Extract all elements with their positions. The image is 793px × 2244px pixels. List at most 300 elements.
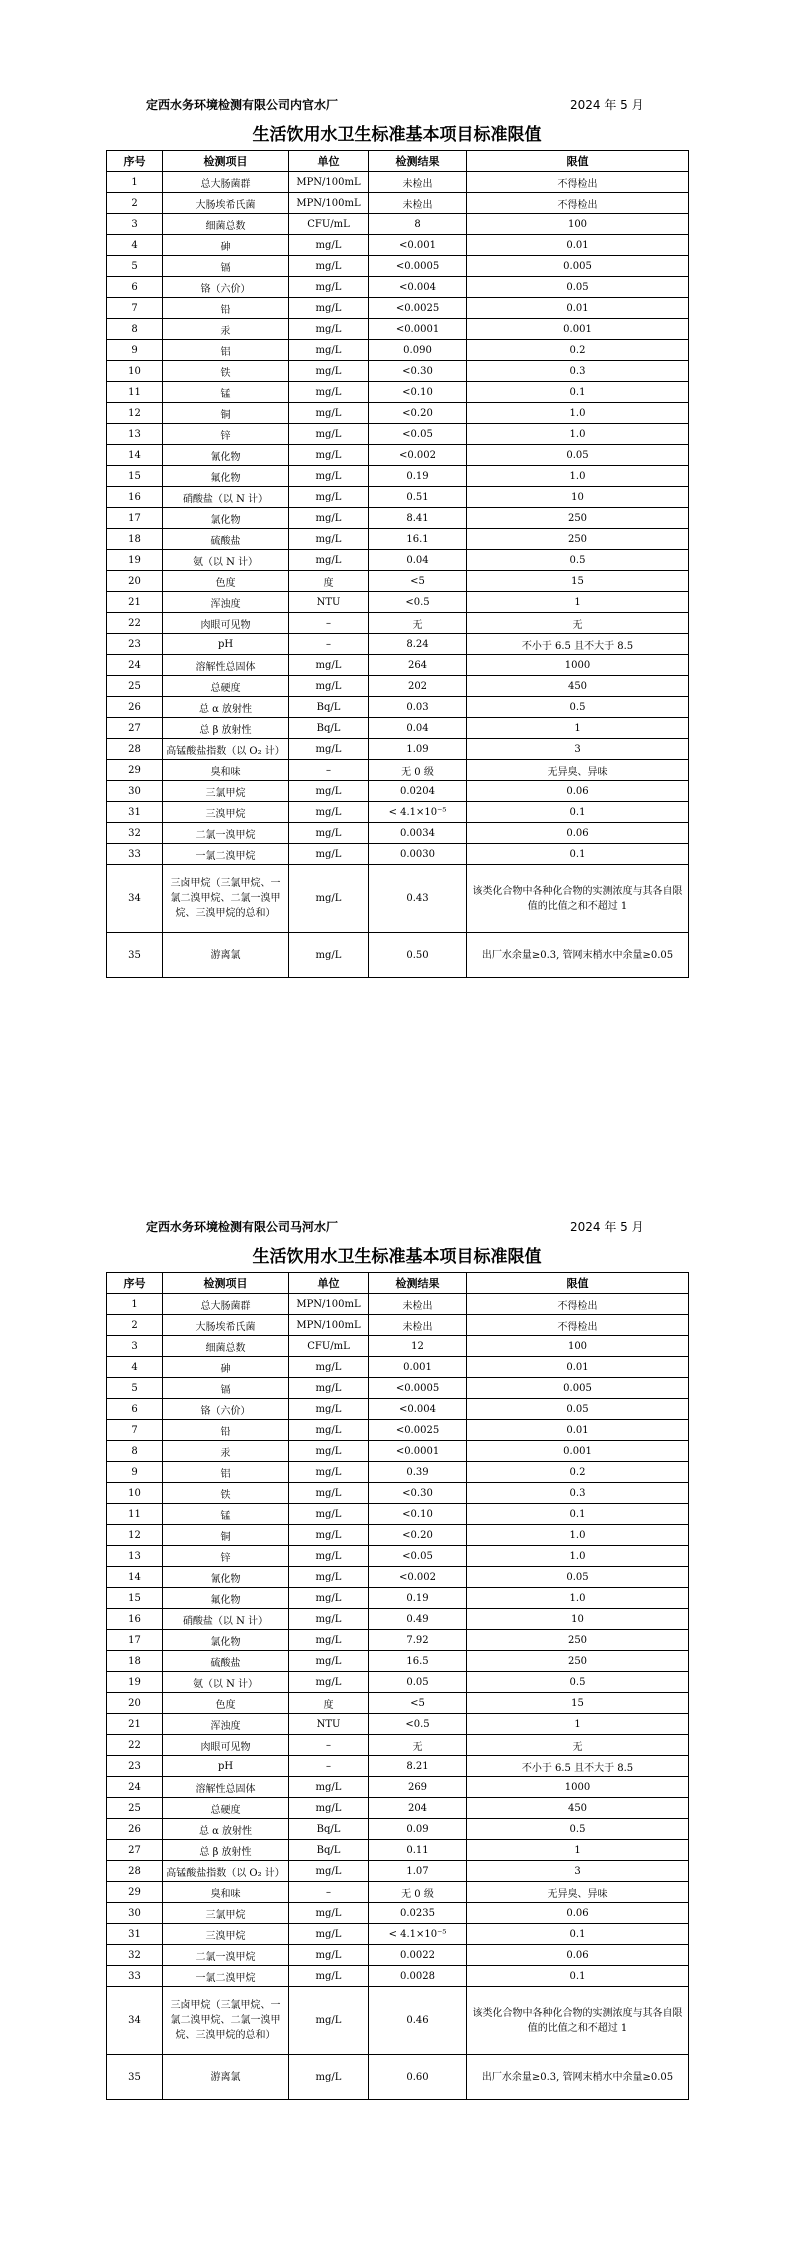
- cell-item: 砷: [163, 235, 289, 256]
- cell-index: 12: [107, 1525, 163, 1546]
- cell-index: 17: [107, 508, 163, 529]
- cell-result: 0.0204: [369, 781, 467, 802]
- cell-unit: mg/L: [289, 739, 369, 760]
- cell-unit: mg/L: [289, 298, 369, 319]
- cell-unit: mg/L: [289, 933, 369, 978]
- cell-limit: 1.0: [467, 403, 689, 424]
- cell-result: 0.43: [369, 865, 467, 933]
- cell-result: <0.10: [369, 382, 467, 403]
- cell-limit: 100: [467, 1336, 689, 1357]
- cell-unit: mg/L: [289, 1924, 369, 1945]
- table-header: [107, 151, 689, 172]
- cell-result: <0.0025: [369, 1420, 467, 1441]
- cell-unit: –: [289, 1735, 369, 1756]
- cell-index: 26: [107, 697, 163, 718]
- cell-item: 二氯一溴甲烷: [163, 823, 289, 844]
- cell-item: 锰: [163, 1504, 289, 1525]
- cell-unit: mg/L: [289, 1504, 369, 1525]
- cell-item: 锰: [163, 382, 289, 403]
- cell-limit: 0.2: [467, 340, 689, 361]
- cell-unit: mg/L: [289, 1588, 369, 1609]
- cell-result: 无: [369, 1735, 467, 1756]
- cell-limit: 3: [467, 739, 689, 760]
- cell-limit: 0.06: [467, 823, 689, 844]
- cell-unit: mg/L: [289, 277, 369, 298]
- cell-index: 35: [107, 933, 163, 978]
- cell-item: 肉眼可见物: [163, 613, 289, 634]
- cell-unit: –: [289, 613, 369, 634]
- cell-limit: 不得检出: [467, 193, 689, 214]
- cell-limit: 0.5: [467, 697, 689, 718]
- cell-result: 7.92: [369, 1630, 467, 1651]
- cell-limit: 0.1: [467, 1504, 689, 1525]
- table-row: [107, 1462, 689, 1483]
- cell-result: 1.09: [369, 739, 467, 760]
- cell-item: 高锰酸盐指数（以 O₂ 计）: [163, 739, 289, 760]
- cell-result: 未检出: [369, 1315, 467, 1336]
- cell-index: 6: [107, 1399, 163, 1420]
- cell-index: 9: [107, 340, 163, 361]
- report-title: 生活饮用水卫生标准基本项目标准限值: [252, 1247, 542, 1267]
- table-row: [107, 361, 689, 382]
- cell-result: <0.0001: [369, 1441, 467, 1462]
- cell-unit: mg/L: [289, 865, 369, 933]
- table-row: [107, 1420, 689, 1441]
- table-row: [107, 1840, 689, 1861]
- cell-result: 0.0034: [369, 823, 467, 844]
- header-unit: 单位: [289, 1273, 369, 1294]
- cell-item: 大肠埃希氏菌: [163, 193, 289, 214]
- cell-limit: 不小于 6.5 且不大于 8.5: [467, 634, 689, 655]
- cell-limit: 1: [467, 1840, 689, 1861]
- table-row: [107, 1693, 689, 1714]
- table-row: [107, 1588, 689, 1609]
- cell-index: 15: [107, 466, 163, 487]
- cell-result: 未检出: [369, 172, 467, 193]
- cell-unit: MPN/100mL: [289, 193, 369, 214]
- cell-unit: mg/L: [289, 1420, 369, 1441]
- cell-item: 臭和味: [163, 760, 289, 781]
- cell-result: 0.51: [369, 487, 467, 508]
- report-date: 2024 年 5 月: [570, 1220, 644, 1234]
- cell-unit: mg/L: [289, 1777, 369, 1798]
- cell-index: 27: [107, 718, 163, 739]
- cell-index: 23: [107, 1756, 163, 1777]
- cell-index: 13: [107, 424, 163, 445]
- cell-result: 0.19: [369, 1588, 467, 1609]
- cell-unit: mg/L: [289, 1378, 369, 1399]
- cell-result: <0.05: [369, 1546, 467, 1567]
- cell-index: 32: [107, 823, 163, 844]
- table-row: [107, 634, 689, 655]
- cell-item: 氯化物: [163, 508, 289, 529]
- cell-unit: mg/L: [289, 1672, 369, 1693]
- table-row: [107, 697, 689, 718]
- cell-index: 4: [107, 1357, 163, 1378]
- cell-limit: 1.0: [467, 424, 689, 445]
- cell-item: 氰化物: [163, 445, 289, 466]
- cell-item: 总 α 放射性: [163, 1819, 289, 1840]
- cell-item: 氨（以 N 计）: [163, 1672, 289, 1693]
- table-row: [107, 1483, 689, 1504]
- cell-limit: 出厂水余量≥0.3, 管网末梢水中余量≥0.05: [467, 2055, 689, 2100]
- cell-limit: 1.0: [467, 1546, 689, 1567]
- cell-result: 0.09: [369, 1819, 467, 1840]
- cell-index: 21: [107, 1714, 163, 1735]
- table-row: [107, 1399, 689, 1420]
- cell-limit: 0.1: [467, 382, 689, 403]
- report-title: 生活饮用水卫生标准基本项目标准限值: [252, 125, 542, 145]
- cell-item: 镉: [163, 256, 289, 277]
- cell-limit: 250: [467, 1630, 689, 1651]
- cell-limit: 该类化合物中各种化合物的实测浓度与其各自限值的比值之和不超过 1: [467, 1987, 689, 2055]
- table-row: [107, 172, 689, 193]
- cell-unit: mg/L: [289, 529, 369, 550]
- cell-unit: mg/L: [289, 403, 369, 424]
- cell-limit: 10: [467, 1609, 689, 1630]
- cell-index: 33: [107, 1966, 163, 1987]
- cell-unit: mg/L: [289, 1462, 369, 1483]
- cell-index: 11: [107, 1504, 163, 1525]
- cell-limit: 无异臭、异味: [467, 760, 689, 781]
- table-row: [107, 1924, 689, 1945]
- cell-index: 22: [107, 613, 163, 634]
- cell-index: 33: [107, 844, 163, 865]
- table-row: [107, 1651, 689, 1672]
- cell-result: <0.05: [369, 424, 467, 445]
- cell-item: 游离氯: [163, 933, 289, 978]
- cell-item: 铝: [163, 1462, 289, 1483]
- cell-item: 一氯二溴甲烷: [163, 1966, 289, 1987]
- cell-index: 31: [107, 802, 163, 823]
- cell-unit: mg/L: [289, 319, 369, 340]
- table-row: [107, 1714, 689, 1735]
- table-row: [107, 1735, 689, 1756]
- table-row: [107, 933, 689, 978]
- table-row: [107, 1945, 689, 1966]
- cell-unit: MPN/100mL: [289, 172, 369, 193]
- cell-unit: mg/L: [289, 1399, 369, 1420]
- cell-index: 25: [107, 676, 163, 697]
- cell-result: 0.001: [369, 1357, 467, 1378]
- cell-index: 27: [107, 1840, 163, 1861]
- cell-item: 锌: [163, 424, 289, 445]
- cell-result: <0.0005: [369, 256, 467, 277]
- cell-unit: mg/L: [289, 1903, 369, 1924]
- cell-item: 总大肠菌群: [163, 172, 289, 193]
- cell-item: 臭和味: [163, 1882, 289, 1903]
- cell-index: 3: [107, 1336, 163, 1357]
- cell-unit: mg/L: [289, 382, 369, 403]
- cell-unit: mg/L: [289, 1546, 369, 1567]
- cell-limit: 0.05: [467, 277, 689, 298]
- cell-item: 铁: [163, 361, 289, 382]
- cell-item: 氰化物: [163, 1567, 289, 1588]
- cell-result: 8.24: [369, 634, 467, 655]
- cell-result: 0.46: [369, 1987, 467, 2055]
- cell-limit: 无异臭、异味: [467, 1882, 689, 1903]
- cell-limit: 1: [467, 718, 689, 739]
- cell-limit: 出厂水余量≥0.3, 管网末梢水中余量≥0.05: [467, 933, 689, 978]
- cell-result: 8: [369, 214, 467, 235]
- cell-unit: mg/L: [289, 550, 369, 571]
- table-row: [107, 1315, 689, 1336]
- cell-item: 铅: [163, 298, 289, 319]
- cell-limit: 0.5: [467, 1819, 689, 1840]
- cell-result: 264: [369, 655, 467, 676]
- cell-item: 三溴甲烷: [163, 1924, 289, 1945]
- cell-index: 18: [107, 529, 163, 550]
- cell-index: 10: [107, 361, 163, 382]
- table-row: [107, 1756, 689, 1777]
- cell-index: 30: [107, 781, 163, 802]
- cell-limit: 0.06: [467, 1903, 689, 1924]
- table-row: [107, 1903, 689, 1924]
- cell-unit: mg/L: [289, 1483, 369, 1504]
- cell-limit: 0.2: [467, 1462, 689, 1483]
- cell-result: <0.20: [369, 403, 467, 424]
- cell-item: 细菌总数: [163, 214, 289, 235]
- cell-item: 硫酸盐: [163, 1651, 289, 1672]
- table-row: [107, 466, 689, 487]
- cell-result: 16.1: [369, 529, 467, 550]
- cell-item: 汞: [163, 1441, 289, 1462]
- table-row: [107, 424, 689, 445]
- cell-index: 7: [107, 1420, 163, 1441]
- cell-item: 铬（六价）: [163, 1399, 289, 1420]
- cell-unit: mg/L: [289, 1798, 369, 1819]
- cell-item: 总 β 放射性: [163, 718, 289, 739]
- cell-result: <5: [369, 571, 467, 592]
- organization-name: 定西水务环境检测有限公司内官水厂: [146, 98, 339, 112]
- cell-limit: 0.5: [467, 550, 689, 571]
- cell-index: 8: [107, 1441, 163, 1462]
- table-row: [107, 781, 689, 802]
- cell-result: 0.090: [369, 340, 467, 361]
- cell-item: 三氯甲烷: [163, 1903, 289, 1924]
- cell-limit: 3: [467, 1861, 689, 1882]
- table-row: [107, 529, 689, 550]
- cell-limit: 1.0: [467, 1525, 689, 1546]
- cell-unit: mg/L: [289, 424, 369, 445]
- table-row: [107, 1798, 689, 1819]
- cell-item: 总大肠菌群: [163, 1294, 289, 1315]
- cell-item: 铬（六价）: [163, 277, 289, 298]
- cell-result: <0.0005: [369, 1378, 467, 1399]
- cell-unit: Bq/L: [289, 697, 369, 718]
- cell-item: 铅: [163, 1420, 289, 1441]
- cell-item: 高锰酸盐指数（以 O₂ 计）: [163, 1861, 289, 1882]
- cell-result: 204: [369, 1798, 467, 1819]
- cell-index: 31: [107, 1924, 163, 1945]
- cell-limit: 不得检出: [467, 1294, 689, 1315]
- table-body: [107, 172, 689, 978]
- table-row: [107, 214, 689, 235]
- report-header: [106, 96, 688, 114]
- cell-result: <0.10: [369, 1504, 467, 1525]
- cell-result: <5: [369, 1693, 467, 1714]
- cell-result: <0.30: [369, 361, 467, 382]
- cell-item: 氯化物: [163, 1630, 289, 1651]
- table-row: [107, 2055, 689, 2100]
- cell-result: 0.04: [369, 550, 467, 571]
- cell-item: 总硬度: [163, 676, 289, 697]
- organization-name: 定西水务环境检测有限公司马河水厂: [146, 1220, 339, 1234]
- table-row: [107, 571, 689, 592]
- cell-item: 总 α 放射性: [163, 697, 289, 718]
- cell-index: 24: [107, 655, 163, 676]
- cell-limit: 0.5: [467, 1672, 689, 1693]
- cell-result: 0.04: [369, 718, 467, 739]
- cell-result: 16.5: [369, 1651, 467, 1672]
- cell-limit: 250: [467, 529, 689, 550]
- cell-index: 35: [107, 2055, 163, 2100]
- table-row: [107, 445, 689, 466]
- cell-unit: –: [289, 1882, 369, 1903]
- table-row: [107, 739, 689, 760]
- cell-index: 1: [107, 172, 163, 193]
- cell-result: 0.49: [369, 1609, 467, 1630]
- cell-index: 4: [107, 235, 163, 256]
- cell-item: pH: [163, 634, 289, 655]
- cell-unit: –: [289, 760, 369, 781]
- cell-item: 总 β 放射性: [163, 1840, 289, 1861]
- cell-index: 13: [107, 1546, 163, 1567]
- standards-table: [106, 1272, 689, 2100]
- cell-unit: Bq/L: [289, 1819, 369, 1840]
- cell-result: 未检出: [369, 193, 467, 214]
- cell-index: 32: [107, 1945, 163, 1966]
- cell-result: 8.41: [369, 508, 467, 529]
- cell-result: <0.20: [369, 1525, 467, 1546]
- cell-unit: mg/L: [289, 781, 369, 802]
- cell-unit: mg/L: [289, 256, 369, 277]
- cell-index: 7: [107, 298, 163, 319]
- cell-result: < 4.1×10⁻⁵: [369, 1924, 467, 1945]
- cell-limit: 0.001: [467, 1441, 689, 1462]
- cell-unit: mg/L: [289, 466, 369, 487]
- cell-index: 2: [107, 1315, 163, 1336]
- cell-result: 269: [369, 1777, 467, 1798]
- cell-index: 25: [107, 1798, 163, 1819]
- cell-unit: NTU: [289, 1714, 369, 1735]
- table-row: [107, 256, 689, 277]
- cell-index: 16: [107, 1609, 163, 1630]
- header-unit: 单位: [289, 151, 369, 172]
- cell-limit: 0.001: [467, 319, 689, 340]
- cell-unit: mg/L: [289, 1945, 369, 1966]
- cell-limit: 0.01: [467, 298, 689, 319]
- table-row: [107, 1525, 689, 1546]
- cell-limit: 0.06: [467, 781, 689, 802]
- cell-unit: mg/L: [289, 1441, 369, 1462]
- cell-unit: mg/L: [289, 235, 369, 256]
- cell-unit: NTU: [289, 592, 369, 613]
- cell-index: 17: [107, 1630, 163, 1651]
- cell-item: 三卤甲烷（三氯甲烷、一氯二溴甲烷、二氯一溴甲烷、三溴甲烷的总和）: [163, 865, 289, 933]
- cell-item: 铜: [163, 1525, 289, 1546]
- cell-limit: 0.005: [467, 1378, 689, 1399]
- cell-item: 总硬度: [163, 1798, 289, 1819]
- cell-item: 砷: [163, 1357, 289, 1378]
- cell-unit: Bq/L: [289, 718, 369, 739]
- cell-unit: mg/L: [289, 487, 369, 508]
- table-row: [107, 319, 689, 340]
- cell-item: 溶解性总固体: [163, 1777, 289, 1798]
- cell-item: 色度: [163, 571, 289, 592]
- table-row: [107, 613, 689, 634]
- cell-item: 铁: [163, 1483, 289, 1504]
- header-index: 序号: [107, 151, 163, 172]
- table-row: [107, 1630, 689, 1651]
- cell-limit: 0.1: [467, 1966, 689, 1987]
- cell-item: 硝酸盐（以 N 计）: [163, 1609, 289, 1630]
- cell-limit: 450: [467, 1798, 689, 1819]
- table-row: [107, 235, 689, 256]
- cell-item: 二氯一溴甲烷: [163, 1945, 289, 1966]
- cell-result: 无 0 级: [369, 760, 467, 781]
- cell-unit: mg/L: [289, 361, 369, 382]
- cell-limit: 不小于 6.5 且不大于 8.5: [467, 1756, 689, 1777]
- table-row: [107, 1609, 689, 1630]
- table-row: [107, 340, 689, 361]
- cell-limit: 0.05: [467, 1399, 689, 1420]
- cell-result: <0.004: [369, 1399, 467, 1420]
- cell-limit: 无: [467, 613, 689, 634]
- cell-index: 29: [107, 1882, 163, 1903]
- cell-unit: mg/L: [289, 1966, 369, 1987]
- cell-item: 三氯甲烷: [163, 781, 289, 802]
- cell-index: 24: [107, 1777, 163, 1798]
- cell-limit: 该类化合物中各种化合物的实测浓度与其各自限值的比值之和不超过 1: [467, 865, 689, 933]
- cell-result: 0.03: [369, 697, 467, 718]
- header-result: 检测结果: [369, 1273, 467, 1294]
- cell-limit: 不得检出: [467, 1315, 689, 1336]
- report-date: 2024 年 5 月: [570, 98, 644, 112]
- cell-item: 一氯二溴甲烷: [163, 844, 289, 865]
- table-header: [107, 1273, 689, 1294]
- cell-item: 氟化物: [163, 1588, 289, 1609]
- cell-index: 18: [107, 1651, 163, 1672]
- cell-index: 14: [107, 1567, 163, 1588]
- cell-item: 镉: [163, 1378, 289, 1399]
- cell-limit: 0.005: [467, 256, 689, 277]
- cell-index: 20: [107, 571, 163, 592]
- cell-result: 0.19: [369, 466, 467, 487]
- table-row: [107, 193, 689, 214]
- table-row: [107, 1504, 689, 1525]
- table-row: [107, 865, 689, 933]
- cell-limit: 1: [467, 1714, 689, 1735]
- header-item: 检测项目: [163, 1273, 289, 1294]
- cell-limit: 0.3: [467, 1483, 689, 1504]
- header-limit: 限值: [467, 151, 689, 172]
- cell-unit: mg/L: [289, 802, 369, 823]
- cell-item: 三卤甲烷（三氯甲烷、一氯二溴甲烷、二氯一溴甲烷、三溴甲烷的总和）: [163, 1987, 289, 2055]
- cell-limit: 450: [467, 676, 689, 697]
- cell-limit: 1.0: [467, 466, 689, 487]
- table-row: [107, 1672, 689, 1693]
- cell-limit: 0.01: [467, 235, 689, 256]
- cell-limit: 250: [467, 1651, 689, 1672]
- cell-limit: 0.1: [467, 844, 689, 865]
- cell-index: 19: [107, 550, 163, 571]
- cell-index: 5: [107, 1378, 163, 1399]
- cell-result: <0.30: [369, 1483, 467, 1504]
- cell-index: 10: [107, 1483, 163, 1504]
- cell-unit: mg/L: [289, 1651, 369, 1672]
- cell-unit: –: [289, 1756, 369, 1777]
